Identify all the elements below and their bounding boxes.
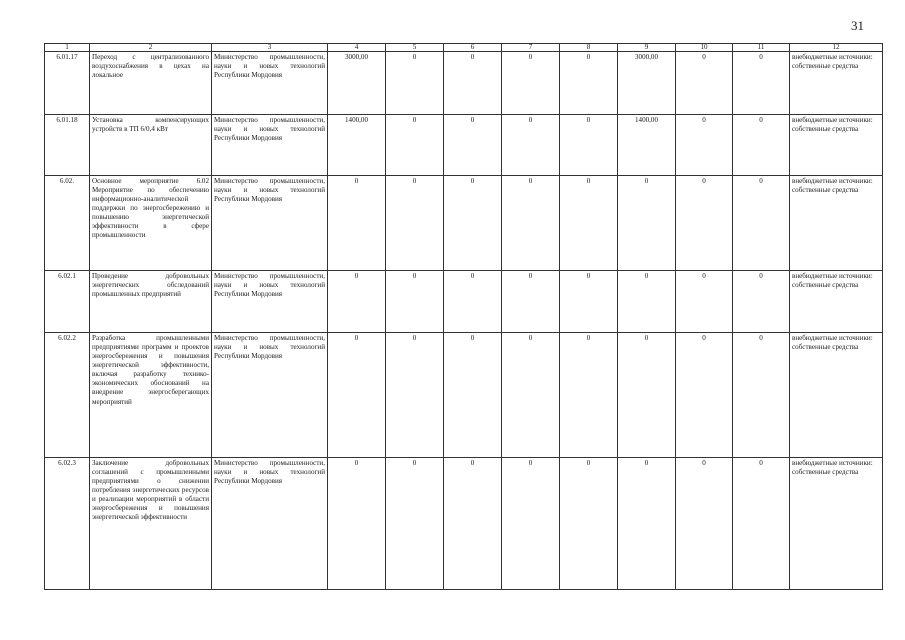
activity-number: 6.02.2: [45, 333, 90, 458]
funding-value: 0: [328, 271, 386, 333]
funding-value: 0: [328, 333, 386, 458]
funding-value: 0: [676, 176, 733, 271]
column-number: 10: [676, 44, 733, 52]
activity-name: Проведение добровольных энергетических обследований промышленных предприятий: [90, 271, 212, 333]
column-number: 3: [212, 44, 328, 52]
column-number: 4: [328, 44, 386, 52]
table-row: [45, 115, 883, 176]
funding-value: 0: [733, 176, 790, 271]
column-number: 7: [502, 44, 560, 52]
funding-value: 0: [386, 333, 444, 458]
funding-value: 0: [386, 458, 444, 590]
funding-value: 0: [386, 176, 444, 271]
funding-value: 0: [502, 271, 560, 333]
column-number: 11: [733, 44, 790, 52]
activity-name: Переход с централизованного воздухоснабжения в цехах на локальное: [90, 52, 212, 115]
column-number: 2: [90, 44, 212, 52]
funding-value: 0: [733, 271, 790, 333]
activity-number: 6.02.1: [45, 271, 90, 333]
funding-value: 0: [328, 176, 386, 271]
activity-executor: Министерство промышленности, науки и новых технологий Республики Мордовия: [212, 115, 328, 176]
table-row: [45, 333, 883, 458]
page-number: 31: [851, 18, 864, 33]
funding-value: 1400,00: [618, 115, 676, 176]
column-number: 1: [45, 44, 90, 52]
funding-value: 0: [502, 333, 560, 458]
funding-value: 0: [560, 458, 618, 590]
funding-value: 3000,00: [328, 52, 386, 115]
table-row: [45, 176, 883, 271]
funding-value: 0: [502, 176, 560, 271]
activity-executor: Министерство промышленности, науки и новых технологий Республики Мордовия: [212, 458, 328, 590]
activity-number: 6.02.: [45, 176, 90, 271]
funding-value: 0: [560, 271, 618, 333]
funding-source: внебюджетные источники: собственные средства: [790, 52, 883, 115]
activity-number: 6.02.3: [45, 458, 90, 590]
funding-value: 0: [733, 333, 790, 458]
column-number: 8: [560, 44, 618, 52]
funding-value: 0: [733, 115, 790, 176]
funding-value: 0: [444, 271, 502, 333]
funding-value: 0: [733, 458, 790, 590]
funding-value: 0: [560, 52, 618, 115]
funding-value: 0: [618, 271, 676, 333]
activity-executor: Министерство промышленности, науки и новых технологий Республики Мордовия: [212, 333, 328, 458]
funding-value: 0: [444, 458, 502, 590]
activity-executor: Министерство промышленности, науки и новых технологий Республики Мордовия: [212, 271, 328, 333]
funding-value: 0: [328, 458, 386, 590]
funding-value: 0: [386, 115, 444, 176]
funding-value: 0: [676, 52, 733, 115]
funding-value: 0: [444, 333, 502, 458]
funding-value: 0: [560, 115, 618, 176]
funding-source: внебюджетные источники: собственные средства: [790, 176, 883, 271]
column-number: 6: [444, 44, 502, 52]
activity-name: Заключение добровольных соглашений с промышленными предприятиями о снижении потребления энергетических ресурсов и реализации мероприятий в области энергосбережения и повышения энергетической эффективности: [90, 458, 212, 590]
activity-name: Основное мероприятие 6.02 Мероприятие по обеспечению информационно-аналитической поддержки по энергосбережению и повышению энергетической эффективности в сфере промышленности: [90, 176, 212, 271]
funding-value: 0: [676, 333, 733, 458]
activity-number: 6.01.17: [45, 52, 90, 115]
funding-value: 0: [444, 52, 502, 115]
activity-name: Установка компенсирующих устройств в ТП 6/0,4 кВт: [90, 115, 212, 176]
activity-executor: Министерство промышленности, науки и новых технологий Республики Мордовия: [212, 52, 328, 115]
funding-source: внебюджетные источники: собственные средства: [790, 115, 883, 176]
funding-value: 0: [386, 52, 444, 115]
table-row: [45, 52, 883, 115]
column-number-row: [45, 44, 883, 52]
table-row: [45, 458, 883, 590]
funding-value: 0: [618, 176, 676, 271]
column-number: 9: [618, 44, 676, 52]
funding-source: внебюджетные источники: собственные средства: [790, 333, 883, 458]
funding-value: 0: [618, 458, 676, 590]
table-row: [45, 271, 883, 333]
funding-value: 3000,00: [618, 52, 676, 115]
funding-value: 0: [386, 271, 444, 333]
funding-source: внебюджетные источники: собственные средства: [790, 271, 883, 333]
funding-value: 0: [444, 176, 502, 271]
funding-value: 0: [560, 176, 618, 271]
activity-number: 6.01.18: [45, 115, 90, 176]
column-number: 5: [386, 44, 444, 52]
funding-value: 0: [502, 115, 560, 176]
funding-value: 0: [444, 115, 502, 176]
funding-value: 0: [676, 458, 733, 590]
funding-value: 0: [676, 271, 733, 333]
funding-value: 1400,00: [328, 115, 386, 176]
funding-value: 0: [618, 333, 676, 458]
funding-value: 0: [733, 52, 790, 115]
funding-value: 0: [676, 115, 733, 176]
funding-value: 0: [560, 333, 618, 458]
column-number: 12: [790, 44, 883, 52]
activity-executor: Министерство промышленности, науки и новых технологий Республики Мордовия: [212, 176, 328, 271]
funding-source: внебюджетные источники: собственные средства: [790, 458, 883, 590]
program-table: [44, 43, 883, 590]
funding-value: 0: [502, 52, 560, 115]
funding-value: 0: [502, 458, 560, 590]
activity-name: Разработка промышленными предприятиями программ и проектов энергосбережения и повышения энергетической эффективности, включая разработку технико-экономических обоснований на внедрение энергосберегающих мероприятий: [90, 333, 212, 458]
